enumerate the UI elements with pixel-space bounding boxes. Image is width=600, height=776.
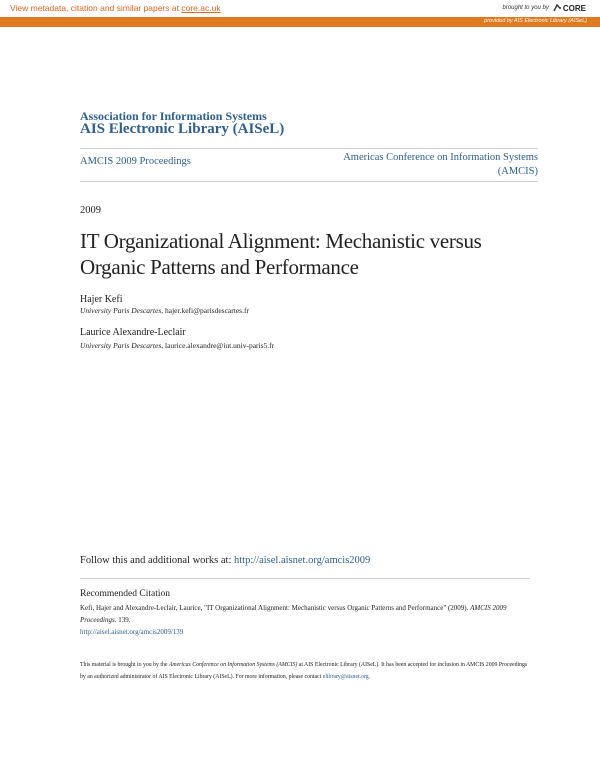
citation-text: Kefi, Hajer and Alexandre-Leclair, Laurice, "IT Organizational Alignment: Mechanistic versus Organic Patterns and Performance" (2009). [80, 604, 471, 612]
footnote-end: . [368, 674, 371, 680]
divider-top [80, 148, 538, 149]
footnote-text: This material is brought to you by the [80, 662, 169, 668]
core-label: CORE [562, 3, 586, 13]
author-name: Laurice Alexandre-Leclair [80, 327, 186, 338]
proceedings-link[interactable]: AMCIS 2009 Proceedings [80, 156, 191, 167]
citation-pages: . 139. [114, 616, 131, 624]
conference-link[interactable]: Americas Conference on Information Systems (AMCIS) [343, 152, 538, 177]
author-email: , laurice.alexandre@iut.univ-paris5.fr [161, 341, 275, 350]
metadata-text: View metadata, citation and similar papers at [10, 3, 182, 13]
divider-citation [80, 578, 530, 579]
author-affiliation [80, 306, 249, 315]
provider-strip [0, 17, 600, 27]
author-name: Hajer Kefi [80, 294, 123, 305]
core-icon [552, 3, 562, 13]
paper-year: 2009 [80, 205, 101, 216]
metadata-notice [10, 3, 221, 13]
footnote-text: at AIS Electronic Library (AISeL). It has been accepted for inclusion in AMCIS 2009 Proceedings by an authorized administrator of AIS Electronic Library (AISeL). For more information, please contact [80, 662, 528, 680]
core-top-bar [0, 0, 600, 28]
follow-link[interactable]: http://aisel.aisnet.org/amcis2009 [234, 555, 371, 566]
author-institution: University Paris Descartes [80, 341, 162, 350]
footnote-conference: Americas Conference on Information Systems (AMCIS) [168, 662, 298, 668]
paper-title: IT Organizational Alignment: Mechanistic versus Organic Patterns and Performance [80, 229, 482, 279]
author-email: , hajer.kefi@parisdescartes.fr [161, 306, 249, 315]
contact-email-link[interactable]: elibrary@aisnet.org [322, 674, 369, 680]
provided-by-text[interactable]: provided by AIS Electronic Library (AISeL) [484, 18, 587, 24]
citation-venue: AMCIS 2009 Proceedings [80, 604, 507, 624]
brought-by-text: brought to you by [502, 5, 549, 11]
recommended-citation-heading: Recommended Citation [80, 589, 170, 599]
divider-bottom [80, 181, 538, 182]
footnote [80, 659, 530, 683]
core-logo[interactable] [552, 3, 586, 13]
recommended-citation [80, 602, 530, 638]
follow-text: Follow this and additional works at: [80, 555, 234, 566]
core-link[interactable]: core.ac.uk [181, 3, 221, 13]
association-name[interactable]: Association for Information Systems [80, 109, 267, 123]
author-institution: University Paris Descartes [80, 306, 162, 315]
citation-link[interactable]: http://aisel.aisnet.org/amcis2009/139 [80, 628, 184, 636]
library-name[interactable]: AIS Electronic Library (AISeL) [80, 121, 285, 137]
brought-to-you-by[interactable] [503, 3, 587, 13]
follow-line [80, 555, 370, 566]
author-affiliation [80, 341, 274, 350]
